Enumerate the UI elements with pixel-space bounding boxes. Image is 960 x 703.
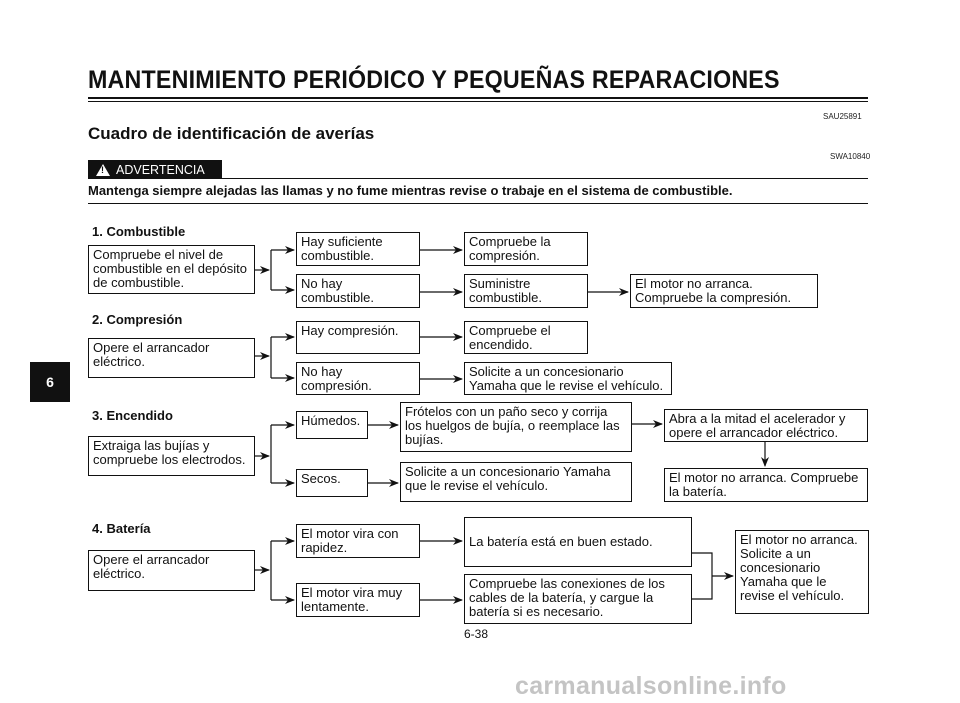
compression-yes-box: Hay compresión. xyxy=(296,321,420,354)
ignition-wet-action-box: Frótelos con un paño seco y corrija los huelgos de bujía, o reemplace las bujías. xyxy=(400,402,632,452)
battery-fast-action-box: La batería está en buen estado. xyxy=(464,517,692,567)
fuel-no-action-box: Suministre combustible. xyxy=(464,274,588,308)
section-title: Cuadro de identificación de averías xyxy=(88,124,375,143)
fuel-yes-action-box: Compruebe la compresión. xyxy=(464,232,588,266)
ignition-wet-next-box: Abra a la mitad el acelerador y opere el arrancador eléctrico. xyxy=(664,409,868,442)
page-header-title: MANTENIMIENTO PERIÓDICO Y PEQUEÑAS REPARACIONES xyxy=(88,66,780,94)
warning-triangle-icon: ! xyxy=(96,164,110,176)
group-title-ignition: 3. Encendido xyxy=(92,408,173,423)
fuel-yes-box: Hay suficiente combustible. xyxy=(296,232,420,266)
fuel-no-box: No hay combustible. xyxy=(296,274,420,308)
fuel-result-box: El motor no arranca. Compruebe la compresión. xyxy=(630,274,818,308)
group-title-battery: 4. Batería xyxy=(92,521,151,536)
compression-start-box: Opere el arrancador eléctrico. xyxy=(88,338,255,378)
ignition-wet-box: Húmedos. xyxy=(296,411,368,439)
chapter-tab: 6 xyxy=(30,362,70,402)
ignition-start-box: Extraiga las bujías y compruebe los electrodos. xyxy=(88,436,255,476)
warning-code: SWA10840 xyxy=(830,152,871,161)
compression-no-action-box: Solicite a un concesionario Yamaha que le revise el vehículo. xyxy=(464,362,672,395)
battery-start-box: Opere el arrancador eléctrico. xyxy=(88,550,255,591)
battery-result-box: El motor no arranca. Solicite a un concesionario Yamaha que le revise el vehículo. xyxy=(735,530,869,614)
section-code: SAU25891 xyxy=(823,112,862,121)
ignition-dry-box: Secos. xyxy=(296,469,368,497)
compression-yes-action-box: Compruebe el encendido. xyxy=(464,321,588,354)
battery-slow-action-box: Compruebe las conexiones de los cables de la batería, y cargue la batería si es necesario. xyxy=(464,574,692,624)
group-title-compression: 2. Compresión xyxy=(92,312,183,327)
group-title-fuel: 1. Combustible xyxy=(92,224,186,239)
warning-text: Mantenga siempre alejadas las llamas y no fume mientras revise o trabaje en el sistema de combustible. xyxy=(88,183,733,198)
watermark: carmanualsonline.info xyxy=(515,672,787,700)
warning-badge-label: ADVERTENCIA xyxy=(116,162,205,177)
page-number: 6-38 xyxy=(464,627,489,641)
compression-no-box: No hay compresión. xyxy=(296,362,420,395)
fuel-start-box: Compruebe el nivel de combustible en el depósito de combustible. xyxy=(88,245,255,294)
ignition-result-box: El motor no arranca. Compruebe la batería. xyxy=(664,468,868,502)
battery-fast-box: El motor vira con rapidez. xyxy=(296,524,420,558)
ignition-dry-action-box: Solicite a un concesionario Yamaha que le revise el vehículo. xyxy=(400,462,632,502)
battery-slow-box: El motor vira muy lentamente. xyxy=(296,583,420,617)
